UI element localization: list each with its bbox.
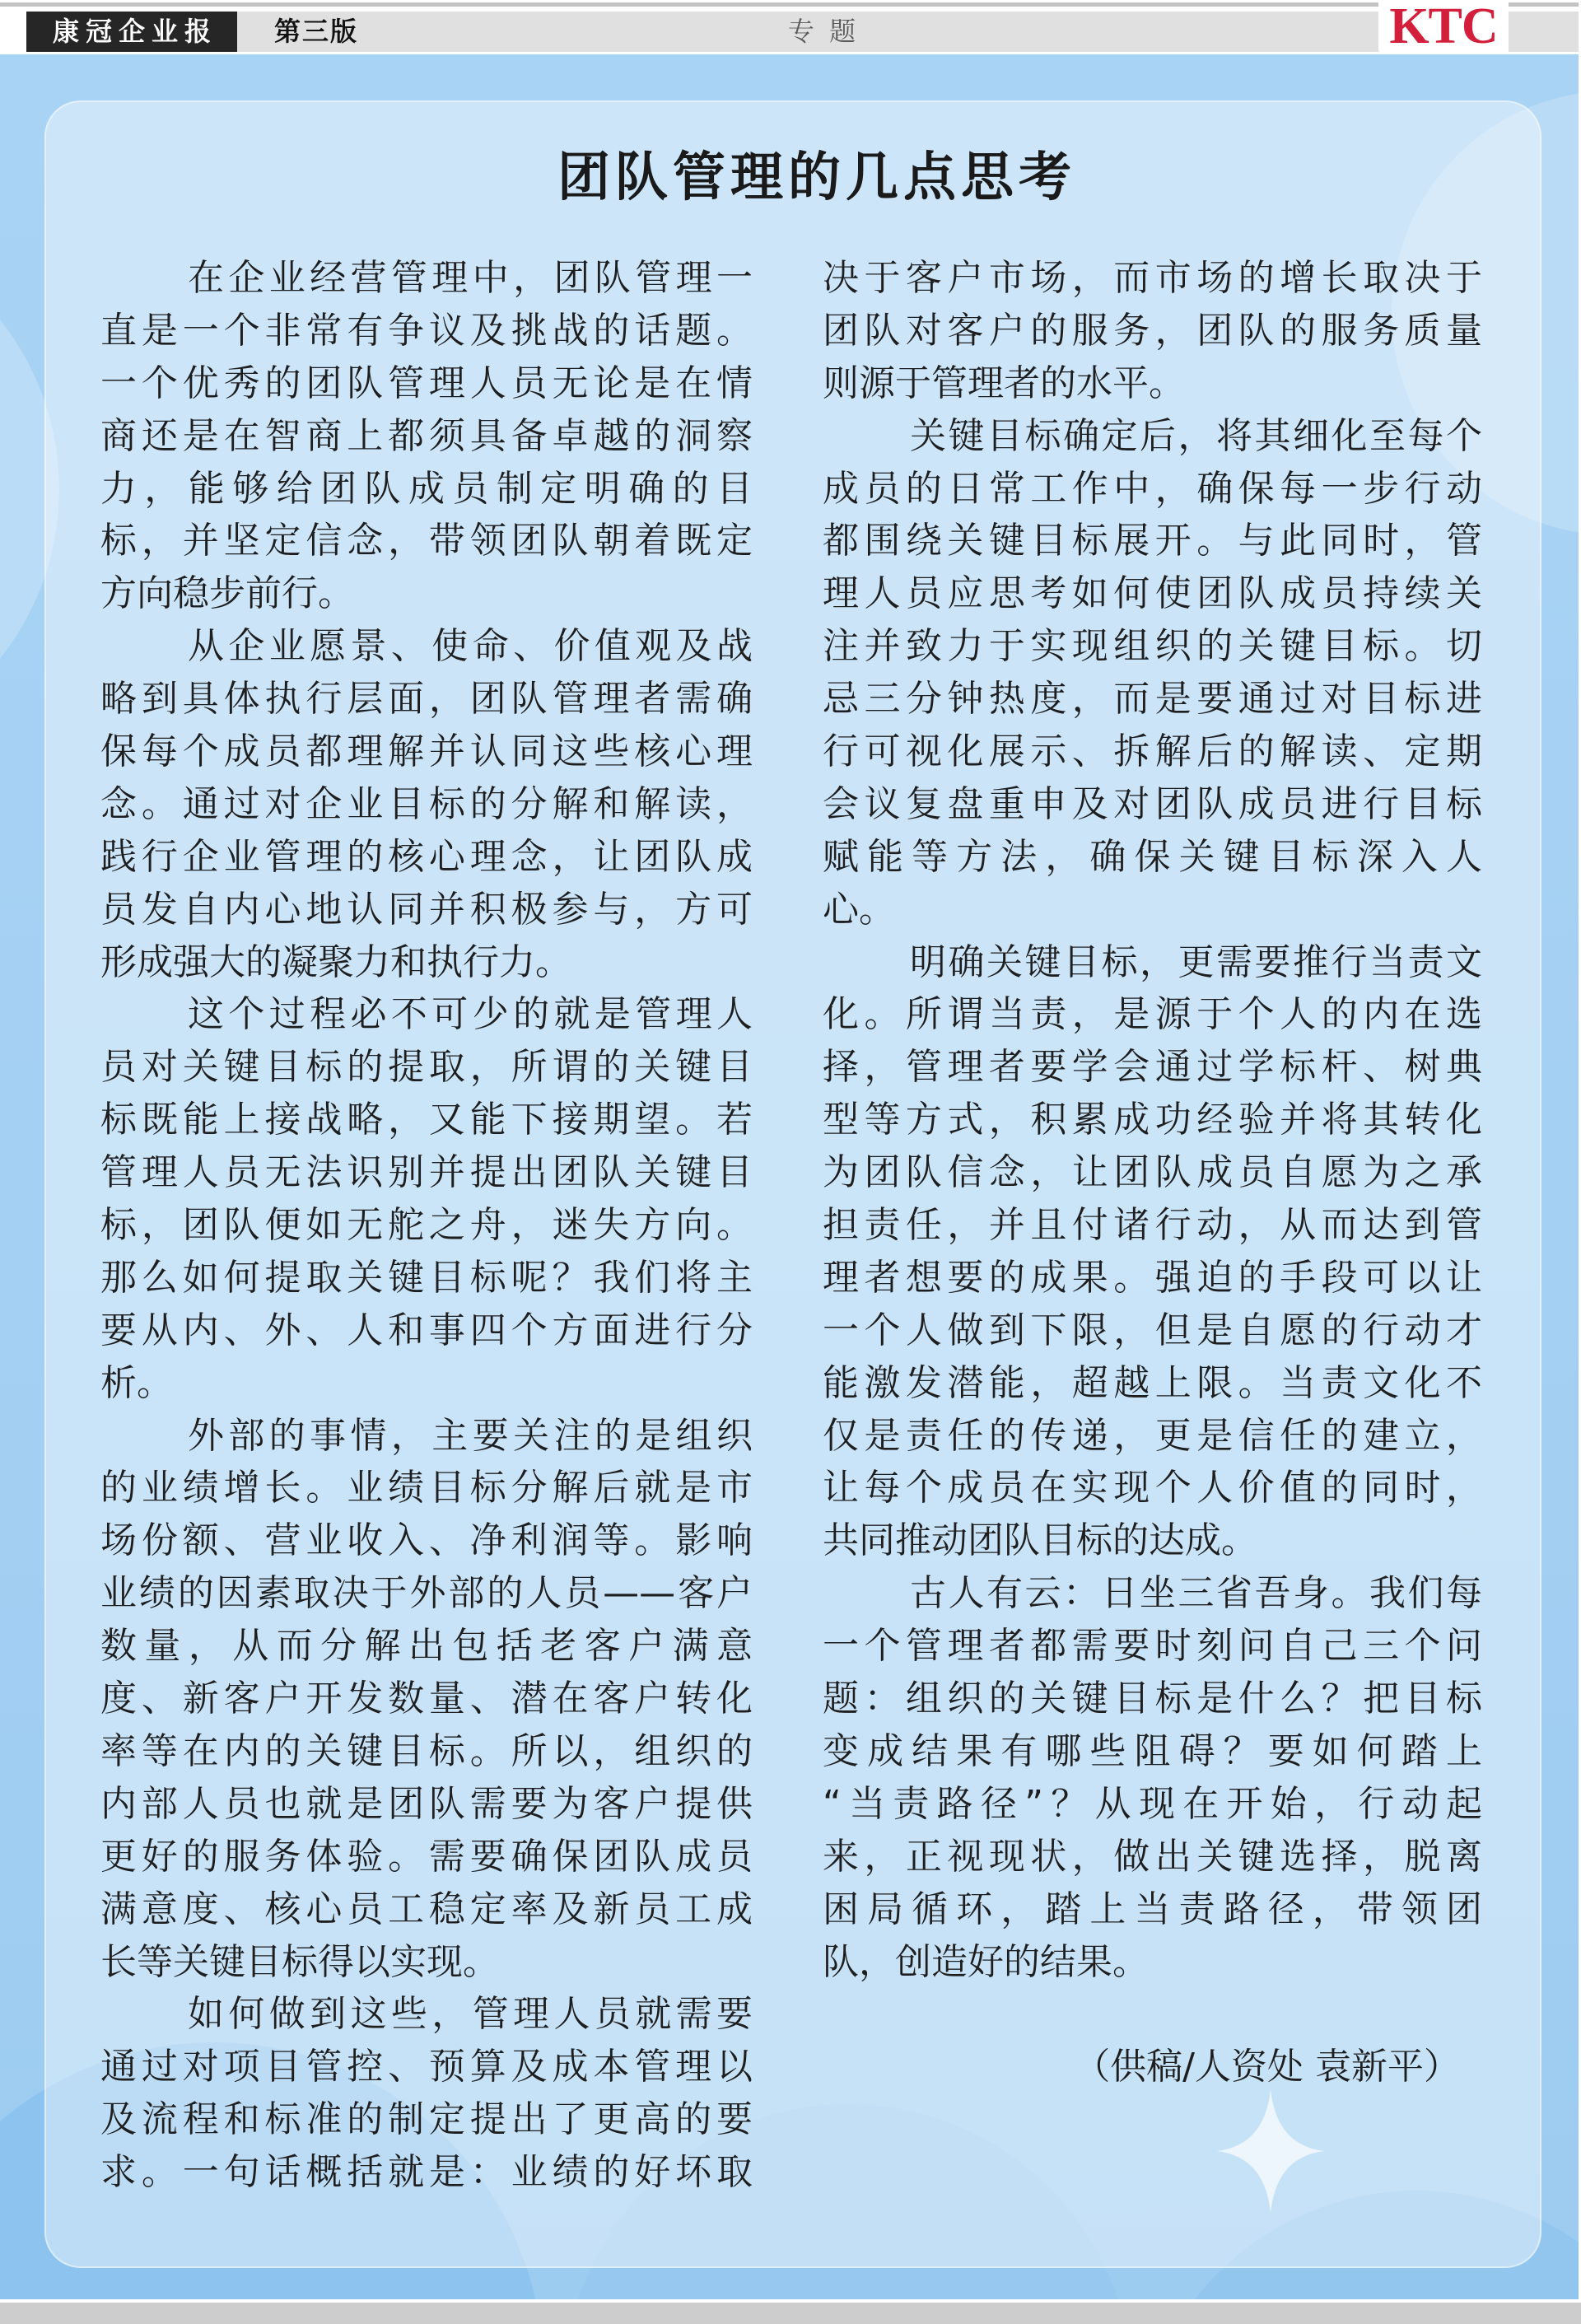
paper-name: 康冠企业报 — [52, 16, 217, 47]
text-line: 仅是责任的传递，更是信任的建立， — [823, 1414, 1482, 1457]
text-line: 通过对项目管控、预算及成本管理以 — [100, 2046, 753, 2088]
text-line: 能激发潜能，超越上限。当责文化不 — [823, 1361, 1482, 1404]
text-line: 团队对客户的服务，团队的服务质量 — [823, 309, 1482, 352]
text-line: 在企业经营管理中，团队管理一 — [188, 257, 753, 299]
text-line: 明确关键目标，更需要推行当责文 — [910, 940, 1482, 983]
text-line: 一个管理者都需要时刻问自己三个问 — [823, 1625, 1482, 1668]
text-line: 那么如何提取关键目标呢？我们将主 — [100, 1256, 753, 1299]
sparkle-shape — [1217, 2089, 1324, 2213]
text-line: 标既能上接战略，又能下接期望。若 — [100, 1099, 753, 1141]
text-line: 度、新客户开发数量、潜在客户转化 — [100, 1678, 753, 1720]
article-column-left — [100, 252, 753, 2199]
text-line: 一个人做到下限，但是自愿的行动才 — [823, 1309, 1482, 1351]
paragraph — [823, 1567, 1482, 1988]
text-line: 让每个成员在实现个人价值的同时， — [823, 1467, 1482, 1510]
masthead-band-right — [1509, 12, 1579, 52]
ktc-logo — [1378, 0, 1509, 52]
text-line: 赋能等方法，确保关键目标深入人 — [823, 835, 1482, 878]
text-line: 择，管理者要学会通过学标杆、树典 — [823, 1046, 1482, 1089]
text-line: 关键目标确定后，将其细化至每个 — [910, 414, 1482, 457]
text-line: 管理人员无法识别并提出团队关键目 — [100, 1151, 753, 1194]
text-line: 内部人员也就是团队需要为客户提供 — [100, 1782, 753, 1825]
paragraph — [100, 1988, 753, 2199]
paragraph — [823, 252, 1482, 410]
text-line: 来，正视现状，做出关键选择，脱离 — [823, 1835, 1482, 1878]
paragraph — [100, 988, 753, 1409]
text-line: 践行企业管理的核心理念，让团队成 — [100, 835, 753, 878]
text-line: 员对关键目标的提取，所谓的关键目 — [100, 1046, 753, 1089]
article-column-right — [823, 252, 1482, 1988]
text-line: 担责任，并且付诸行动，从而达到管 — [823, 1204, 1482, 1247]
article-byline: （供稿/人资处 袁新平） — [1074, 2046, 1460, 2088]
text-line: 力，能够给团队成员制定明确的目 — [100, 467, 753, 510]
sparkle-icon — [1217, 2089, 1324, 2213]
text-line: 保每个成员都理解并认同这些核心理 — [100, 730, 753, 773]
text-line: 则源于管理者的水平。 — [823, 362, 1185, 404]
text-line: 析。 — [100, 1361, 173, 1404]
paragraph — [100, 620, 753, 988]
text-line: 为团队信念，让团队成员自愿为之承 — [823, 1151, 1482, 1194]
text-line: 业绩的因素取决于外部的人员——客户 — [100, 1572, 753, 1615]
text-line: 理人员应思考如何使团队成员持续关 — [823, 572, 1482, 615]
text-line: 题：组织的关键目标是什么？把目标 — [823, 1678, 1482, 1720]
edition-label: 第三版 — [274, 16, 359, 47]
text-line: 理者想要的成果。强迫的手段可以让 — [823, 1256, 1482, 1299]
text-line: 一个优秀的团队管理人员无论是在情 — [100, 362, 753, 404]
text-line: 率等在内的关键目标。所以，组织的 — [100, 1729, 753, 1772]
text-line: 变成结果有哪些阻碍？要如何踏上 — [823, 1729, 1482, 1772]
text-line: 标，并坚定信念，带领团队朝着既定 — [100, 520, 753, 562]
text-line: 标，团队便如无舵之舟，迷失方向。 — [100, 1204, 753, 1247]
text-line: 型等方式，积累成功经验并将其转化 — [823, 1099, 1482, 1141]
text-line: 外部的事情，主要关注的是组织 — [188, 1414, 753, 1457]
text-line: 这个过程必不可少的就是管理人 — [188, 993, 753, 1036]
text-line: 及流程和标准的制定提出了更高的要 — [100, 2098, 753, 2141]
paper-name-box — [26, 12, 237, 52]
text-line: 数量，从而分解出包括老客户满意 — [100, 1625, 753, 1668]
text-line: 要从内、外、人和事四个方面进行分 — [100, 1309, 753, 1351]
text-line: 心。 — [823, 888, 895, 931]
top-rule — [0, 2, 1579, 7]
text-line: 会议复盘重申及对团队成员进行目标 — [823, 782, 1482, 825]
text-line: 略到具体执行层面，团队管理者需确 — [100, 678, 753, 721]
paragraph — [100, 1410, 753, 1989]
text-line: 商还是在智商上都须具备卓越的洞察 — [100, 414, 753, 457]
text-line: 决于客户市场，而市场的增长取决于 — [823, 257, 1482, 299]
text-line: 长等关键目标得以实现。 — [100, 1940, 499, 1983]
logo-text: KTC — [1389, 0, 1498, 54]
paragraph — [823, 410, 1482, 936]
text-line: 求。一句话概括就是：业绩的好坏取 — [100, 2151, 753, 2194]
bottom-rule — [0, 2303, 1581, 2324]
text-line: 忌三分钟热度，而是要通过对目标进 — [823, 678, 1482, 721]
section-label: 专 题 — [787, 16, 860, 47]
text-line: 化。所谓当责，是源于个人的内在选 — [823, 993, 1482, 1036]
article-title: 团队管理的几点思考 — [557, 147, 1076, 208]
text-line: 满意度、核心员工稳定率及新员工成 — [100, 1888, 753, 1930]
text-line: 队，创造好的结果。 — [823, 1940, 1149, 1983]
text-line: 场份额、营业收入、净利润等。影响 — [100, 1519, 753, 1562]
text-line: 困局循环，踏上当责路径，带领团 — [823, 1888, 1482, 1930]
text-line: 更好的服务体验。需要确保团队成员 — [100, 1835, 753, 1878]
text-line: 的业绩增长。业绩目标分解后就是市 — [100, 1467, 753, 1510]
text-line: 方向稳步前行。 — [100, 572, 354, 615]
paragraph — [823, 936, 1482, 1568]
text-line: 员发自内心地认同并积极参与，方可 — [100, 888, 753, 931]
text-line: 从企业愿景、使命、价值观及战 — [188, 625, 753, 668]
text-line: 古人有云：日坐三省吾身。我们每 — [910, 1572, 1482, 1615]
text-line: 都围绕关键目标展开。与此同时，管 — [823, 520, 1482, 562]
text-line: 直是一个非常有争议及挑战的话题。 — [100, 309, 753, 352]
paragraph — [100, 252, 753, 620]
text-line: “当责路径”？从现在开始，行动起 — [823, 1782, 1482, 1825]
text-line: 成员的日常工作中，确保每一步行动 — [823, 467, 1482, 510]
text-line: 念。通过对企业目标的分解和解读， — [100, 782, 753, 825]
text-line: 形成强大的凝聚力和执行力。 — [100, 940, 571, 983]
text-line: 如何做到这些，管理人员就需要 — [188, 1993, 753, 2036]
text-line: 共同推动团队目标的达成。 — [823, 1519, 1257, 1562]
text-line: 注并致力于实现组织的关键目标。切 — [823, 625, 1482, 668]
text-line: 行可视化展示、拆解后的解读、定期 — [823, 730, 1482, 773]
